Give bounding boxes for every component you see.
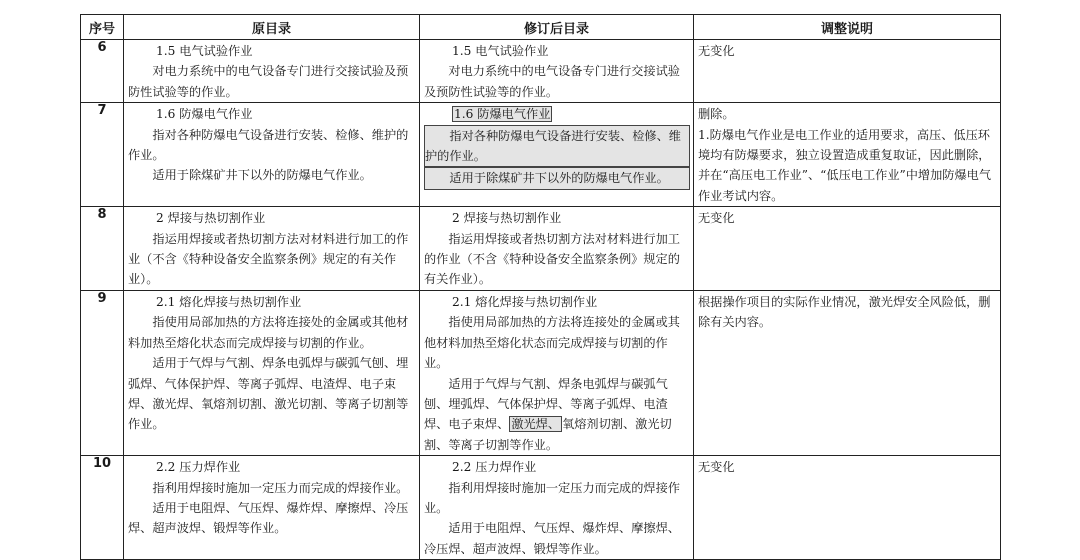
deleted-mark: 1.6 防爆电气作业: [454, 107, 551, 122]
item-title: 2.2 压力焊作业: [156, 460, 241, 475]
original-cell: [124, 456, 420, 560]
table-row: [81, 207, 1001, 291]
note-text: 删除。: [698, 107, 735, 122]
item-text: 适用于气焊与气割、焊条电弧焊与碳弧气刨、埋弧焊、气体保护焊、等离子弧焊、电渣焊、电子束焊、激光焊、氧熔剂切割、激光切割、等离子切割等作业。: [128, 356, 409, 432]
revised-cell: [420, 456, 694, 560]
item-text: 适用于电阻焊、气压焊、爆炸焊、摩擦焊、冷压焊、超声波焊、锻焊等作业。: [128, 500, 409, 536]
item-text: 对电力系统中的电气设备专门进行交接试验及预防性试验等的作业。: [128, 64, 409, 99]
item-text: 对电力系统中的电气设备专门进行交接试验及预防性试验等的作业。: [424, 64, 680, 99]
item-text: 指利用焊接时施加一定压力而完成的焊接作业。: [152, 480, 409, 495]
row-number: 8: [81, 207, 124, 291]
item-title: 2.2 压力焊作业: [452, 460, 537, 475]
item-text: 适用于除煤矿井下以外的防爆电气作业。: [449, 171, 669, 186]
note-text: 无变化: [698, 44, 735, 58]
header-original: 原目录: [124, 15, 420, 40]
item-text: 指利用焊接时施加一定压力而完成的焊接作业。: [424, 480, 680, 515]
original-cell: [124, 290, 420, 455]
text-segment: 氧熔剂切割、激光切割、等离子切割等作业。: [424, 417, 672, 452]
row-number: 9: [81, 290, 124, 455]
table-row: [81, 290, 1001, 455]
note-text: 1.防爆电气作业是电工作业的适用要求，高压、低压环境均有防爆要求，独立设置造成重复取证，因此删除，并在“高压电工作业”、“低压电工作业”中增加防爆电气作业考试内容。: [698, 127, 992, 203]
table-row: [81, 456, 1001, 560]
item-title: 1.6 防爆电气作业: [156, 107, 253, 122]
deleted-mark: [424, 125, 690, 168]
deleted-mark: 激光焊、: [511, 417, 561, 432]
item-text: 指对各种防爆电气设备进行安装、检修、维护的作业。: [425, 128, 681, 164]
item-text: 指使用局部加热的方法将连接处的金属或其他材料加热至熔化状态而完成焊接与切割的作业。: [128, 315, 409, 350]
note-cell: [694, 456, 1001, 560]
revised-cell: [420, 290, 694, 455]
header-no: 序号: [81, 15, 124, 40]
note-cell: [694, 40, 1001, 103]
item-title: [424, 104, 690, 124]
revised-cell: [420, 103, 694, 207]
item-title: 1.5 电气试验作业: [156, 44, 253, 58]
item-title: 1.5 电气试验作业: [452, 44, 549, 58]
catalog-revision-table: [80, 14, 1001, 560]
row-number: 7: [81, 103, 124, 207]
item-text: [424, 374, 690, 456]
item-title: 2.1 熔化焊接与热切割作业: [452, 294, 598, 309]
original-cell: [124, 40, 420, 103]
original-cell: [124, 207, 420, 291]
note-text: 无变化: [698, 211, 735, 226]
deleted-mark: [424, 167, 690, 189]
note-cell: [694, 103, 1001, 207]
note-text: 根据操作项目的实际作业情况，激光焊安全风险低，删除有关内容。: [698, 294, 991, 330]
revised-cell: [420, 207, 694, 291]
note-text: 无变化: [698, 460, 735, 475]
text-segment: 适用于气焊与气割、焊条电弧焊与碳弧气刨、埋弧焊、气体保护焊、等离子弧焊、电渣焊、电子束焊、: [424, 376, 668, 432]
table-row: [81, 103, 1001, 207]
item-title: 2.1 熔化焊接与热切割作业: [156, 294, 302, 309]
revised-cell: [420, 40, 694, 103]
item-text: 适用于除煤矿井下以外的防爆电气作业。: [152, 168, 372, 183]
note-cell: [694, 207, 1001, 291]
header-note: 调整说明: [694, 15, 1001, 40]
header-row: [81, 15, 1001, 40]
row-number: 10: [81, 456, 124, 560]
item-text: 指对各种防爆电气设备进行安装、检修、维护的作业。: [128, 127, 409, 163]
item-text: 适用于电阻焊、气压焊、爆炸焊、摩擦焊、冷压焊、超声波焊、锻焊等作业。: [424, 521, 680, 556]
item-text: 指使用局部加热的方法将连接处的金属或其他材料加热至熔化状态而完成焊接与切割的作业。: [424, 315, 680, 371]
item-text: 指运用焊接或者热切割方法对材料进行加工的作业（不含《特种设备安全监察条例》规定的有关作业）。: [424, 231, 680, 287]
original-cell: [124, 103, 420, 207]
header-revised: 修订后目录: [420, 15, 694, 40]
note-cell: [694, 290, 1001, 455]
item-title: 2 焊接与热切割作业: [452, 211, 562, 226]
row-number: 6: [81, 40, 124, 103]
table-row: [81, 40, 1001, 103]
item-title: 2 焊接与热切割作业: [156, 211, 266, 226]
item-text: 指运用焊接或者热切割方法对材料进行加工的作业（不含《特种设备安全监察条例》规定的有关作业）。: [128, 231, 409, 287]
